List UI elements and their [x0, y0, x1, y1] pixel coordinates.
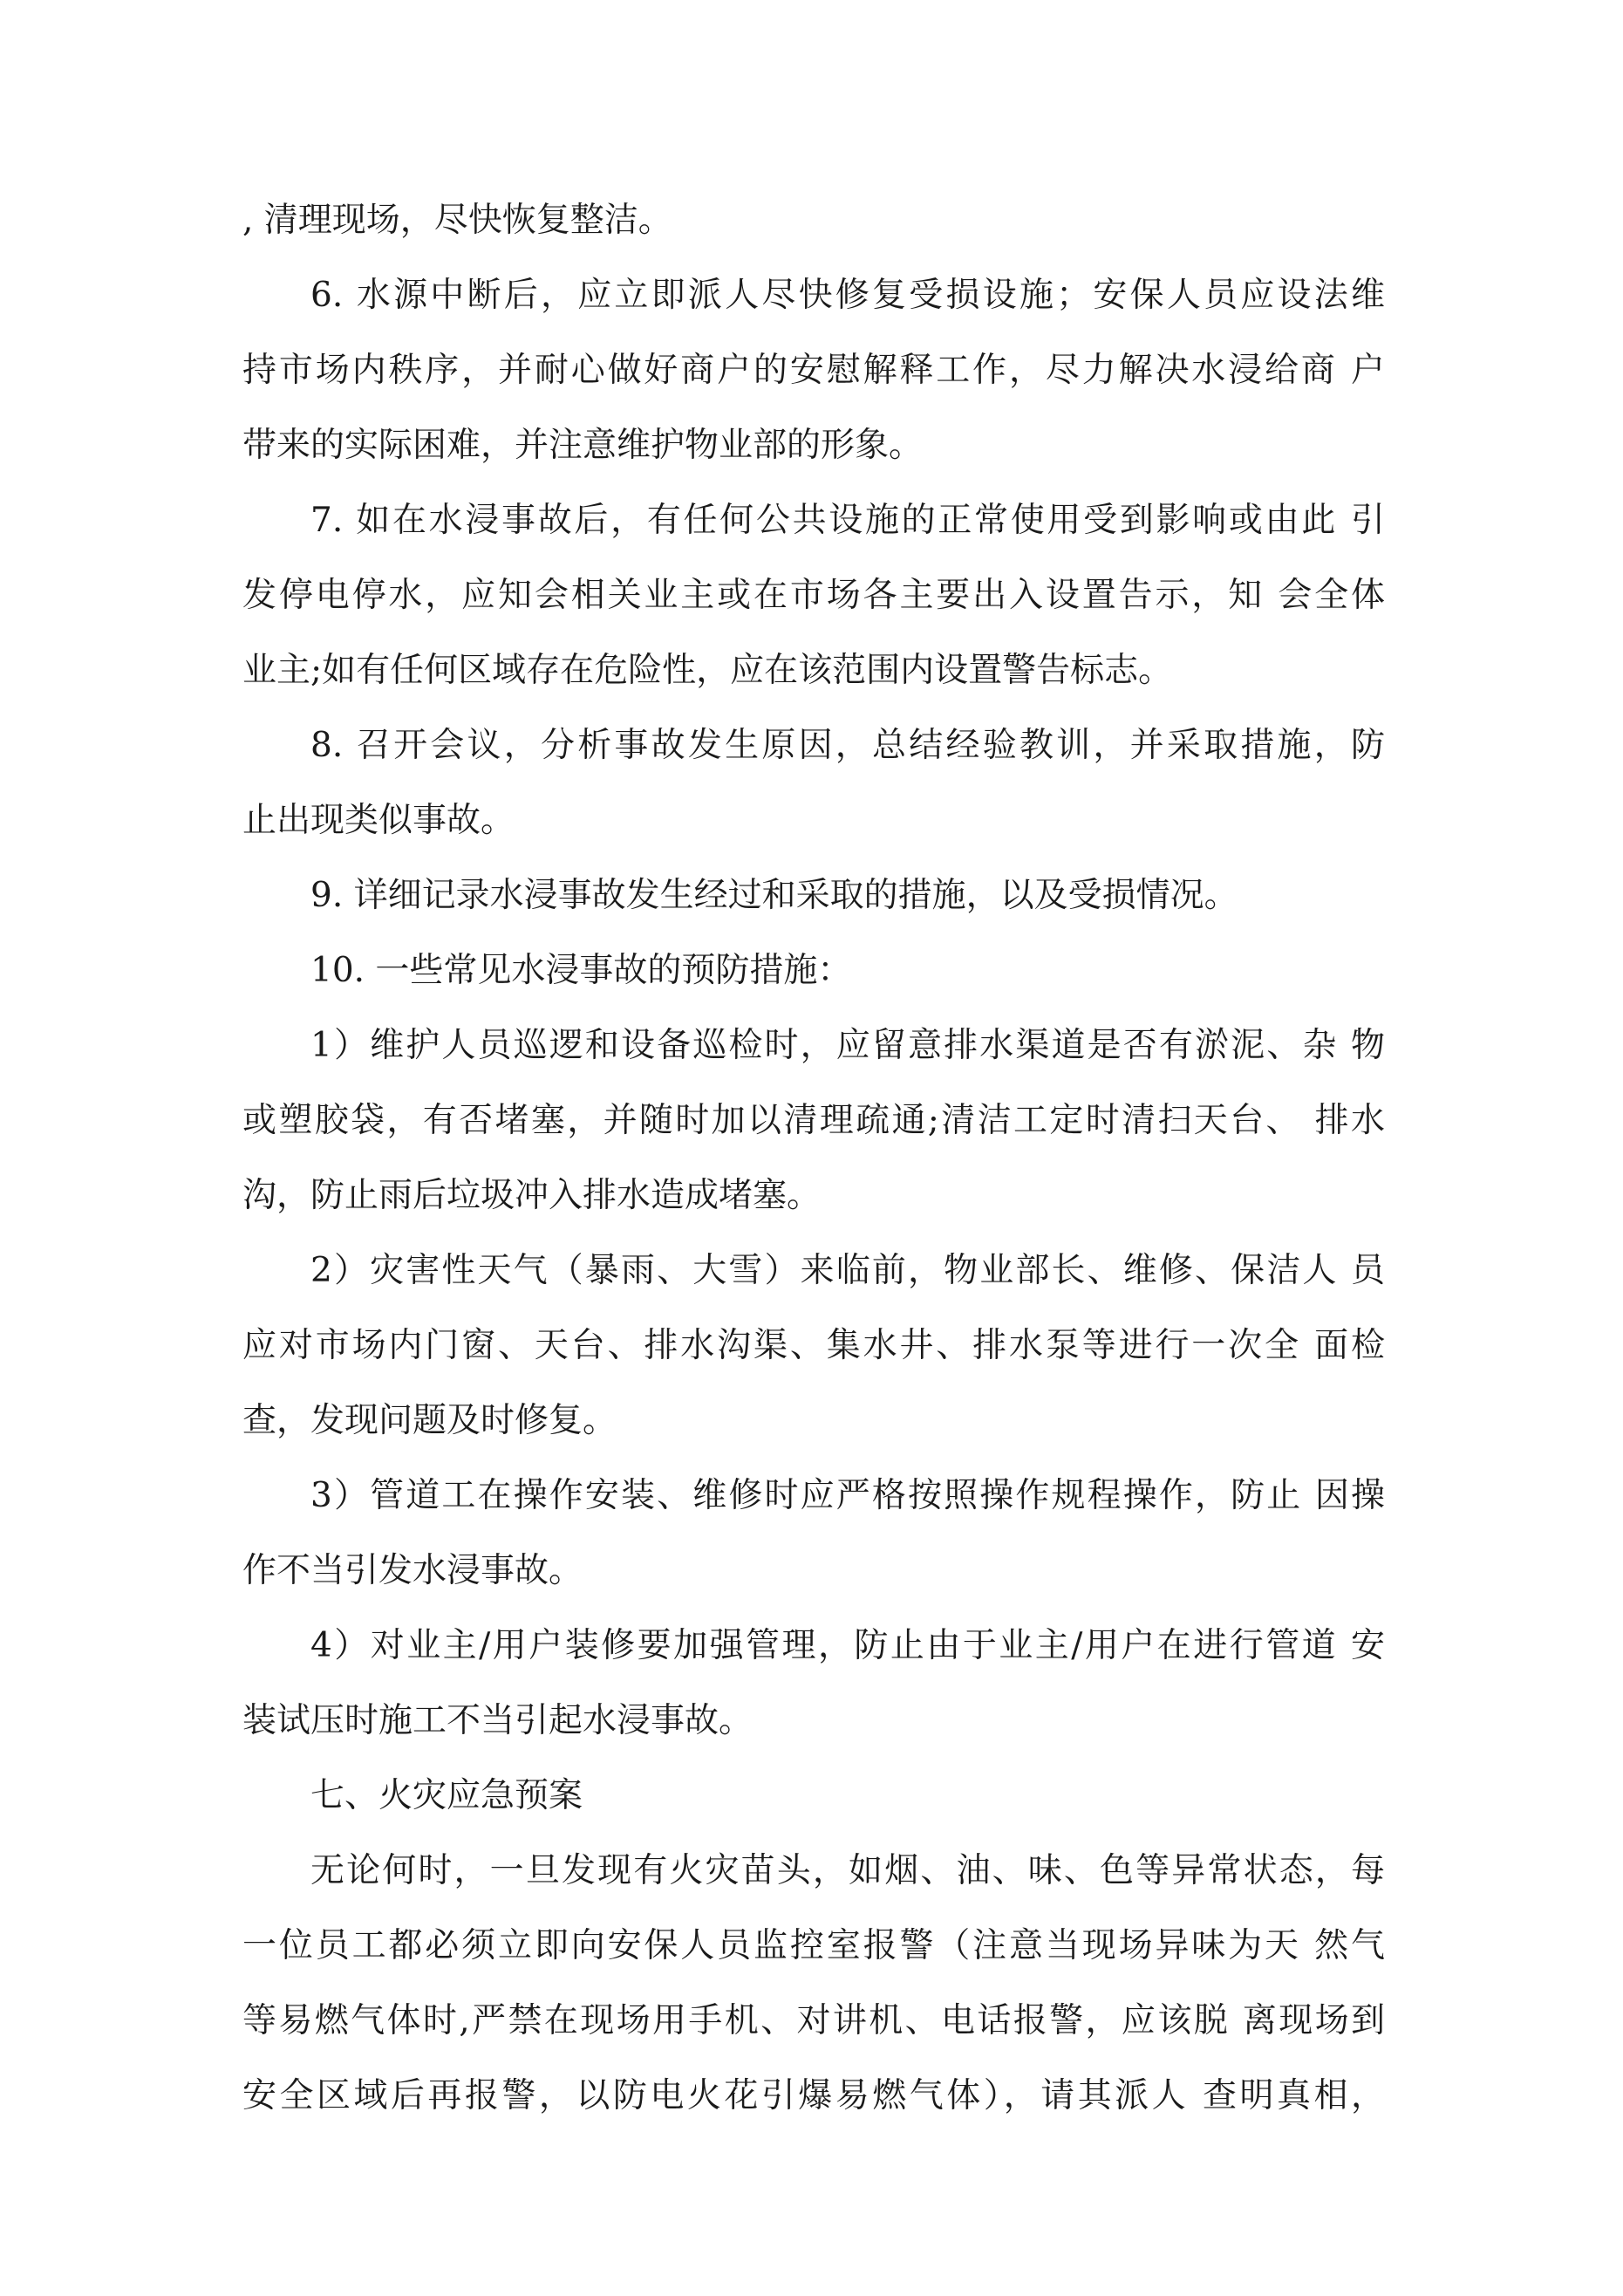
text-line: 2）灾害性天气（暴雨、大雪）来临前，物业部长、维修、保洁人 员 [310, 1251, 1385, 1290]
text-line: 4）对业主/用户装修要加强管理，防止由于业主/用户在进行管道 安 [310, 1626, 1385, 1665]
text-line: 9. 详细记录水浸事故发生经过和采取的措施，以及受损情况。 [310, 876, 1238, 915]
text-line: 发停电停水，应知会相关业主或在市场各主要出入设置告示，知 会全体 [242, 576, 1385, 615]
text-line: 带来的实际困难，并注意维护物业部的形象。 [242, 426, 924, 465]
text-line: 沟，防止雨后垃圾冲入排水造成堵塞。 [242, 1176, 822, 1215]
text-line: 6. 水源中断后，应立即派人尽快修复受损设施；安保人员应设法维 [310, 276, 1385, 315]
text-line: 止出现类似事故。 [242, 801, 515, 840]
text-line: 等易燃气体时,严禁在现场用手机、对讲机、电话报警，应该脱 离现场到 [242, 2001, 1385, 2040]
text-line: 一位员工都必须立即向安保人员监控室报警（注意当现场异味为天 然气 [242, 1926, 1385, 1965]
section-heading: 七、火灾应急预案 [310, 1776, 583, 1815]
text-line: 持市场内秩序，并耐心做好商户的安慰解释工作，尽力解决水浸给商 户 [242, 351, 1385, 390]
text-line: 装试压时施工不当引起水浸事故。 [242, 1701, 754, 1740]
text-line: 无论何时，一旦发现有火灾苗头，如烟、油、味、色等异常状态，每 [310, 1851, 1385, 1890]
text-line: 7. 如在水浸事故后，有任何公共设施的正常使用受到影响或由此 引 [310, 501, 1385, 540]
text-line: 3）管道工在操作安装、维修时应严格按照操作规程操作，防止 因操 [310, 1476, 1385, 1515]
text-line: 1）维护人员巡逻和设备巡检时，应留意排水渠道是否有淤泥、杂 物 [310, 1026, 1385, 1065]
document-body [242, 183, 1385, 2134]
text-line: 作不当引发水浸事故。 [242, 1551, 583, 1590]
text-line: 或塑胶袋，有否堵塞，并随时加以清理疏通;清洁工定时清扫天台、 排水 [242, 1101, 1385, 1140]
text-line: 业主;如有任何区域存在危险性，应在该范围内设置警告标志。 [242, 651, 1173, 690]
text-line: 应对市场内门窗、天台、排水沟渠、集水井、排水泵等进行一次全 面检 [242, 1326, 1385, 1365]
text-line: 10. 一些常见水浸事故的预防措施： [310, 951, 852, 990]
text-line: 8. 召开会议，分析事故发生原因，总结经验教训，并采取措施，防 [310, 726, 1385, 765]
text-line: , 清理现场，尽快恢复整洁。 [242, 201, 672, 240]
text-line: 查，发现问题及时修复。 [242, 1401, 617, 1440]
text-line: 安全区域后再报警，以防电火花引爆易燃气体），请其派人 查明真相， [242, 2076, 1385, 2115]
